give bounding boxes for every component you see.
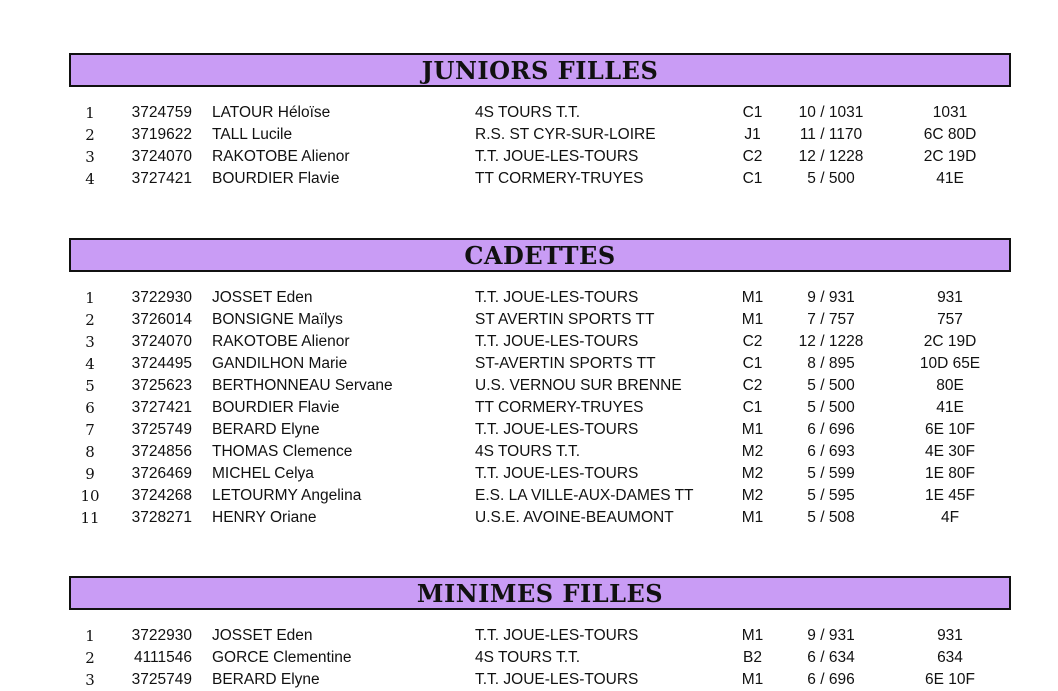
points: 80E	[936, 377, 964, 394]
player-name: HENRY Oriane	[212, 509, 317, 526]
category: C1	[742, 170, 763, 187]
table-row	[0, 441, 1058, 463]
category: C2	[742, 333, 763, 350]
points: 1E 80F	[925, 465, 975, 482]
license-number: 3727421	[131, 170, 192, 187]
participation: 10 / 1031	[798, 104, 864, 121]
table-row	[0, 287, 1058, 309]
table-row	[0, 331, 1058, 353]
license-number: 3728271	[131, 509, 192, 526]
section-header-cadettes	[69, 238, 1011, 272]
table-row	[0, 647, 1058, 669]
table-row	[0, 309, 1058, 331]
rank: 4	[85, 355, 95, 373]
category: M2	[741, 487, 764, 504]
participation: 5 / 595	[807, 487, 855, 504]
license-number: 3722930	[131, 289, 192, 306]
license-number: 3724495	[131, 355, 192, 372]
club-name: 4S TOURS T.T.	[475, 649, 581, 666]
player-name: BONSIGNE Maïlys	[212, 311, 343, 328]
participation: 6 / 696	[807, 671, 855, 688]
section-header-minimes-filles	[69, 576, 1011, 610]
rank: 3	[85, 333, 95, 351]
rank: 5	[85, 377, 95, 395]
player-name: THOMAS Clemence	[212, 443, 353, 460]
rank: 3	[85, 148, 95, 166]
rank: 2	[85, 126, 95, 144]
rank: 2	[85, 311, 95, 329]
club-name: ST AVERTIN SPORTS TT	[475, 311, 655, 328]
section-title: JUNIORS FILLES	[421, 55, 659, 85]
club-name: E.S. LA VILLE-AUX-DAMES TT	[475, 487, 694, 504]
rank: 6	[85, 399, 95, 417]
license-number: 3724759	[131, 104, 192, 121]
player-name: MICHEL Celya	[212, 465, 314, 482]
table-row	[0, 146, 1058, 168]
license-number: 3722930	[131, 627, 192, 644]
points: 4F	[940, 509, 960, 526]
rank: 8	[85, 443, 95, 461]
rank: 9	[85, 465, 95, 483]
points: 6C 80D	[923, 126, 977, 143]
player-name: GORCE Clementine	[212, 649, 352, 666]
table-row	[0, 124, 1058, 146]
table-row	[0, 375, 1058, 397]
rank: 3	[85, 671, 95, 689]
player-name: JOSSET Eden	[212, 627, 313, 644]
category: C1	[742, 355, 763, 372]
table-row	[0, 397, 1058, 419]
rank: 1	[85, 104, 95, 122]
player-name: LETOURMY Angelina	[212, 487, 362, 504]
participation: 12 / 1228	[798, 333, 864, 350]
club-name: U.S. VERNOU SUR BRENNE	[475, 377, 682, 394]
category: B2	[743, 649, 762, 666]
license-number: 3726469	[131, 465, 192, 482]
participation: 9 / 931	[807, 289, 855, 306]
club-name: T.T. JOUE-LES-TOURS	[475, 421, 639, 438]
category: M1	[741, 627, 764, 644]
points: 1E 45F	[925, 487, 975, 504]
rank: 11	[80, 509, 100, 527]
license-number: 3725749	[131, 671, 192, 688]
club-name: 4S TOURS T.T.	[475, 443, 581, 460]
player-name: LATOUR Héloïse	[212, 104, 331, 121]
player-name: TALL Lucile	[212, 126, 293, 143]
category: M1	[741, 289, 764, 306]
category: C2	[742, 377, 763, 394]
points: 931	[937, 627, 963, 644]
player-name: GANDILHON Marie	[212, 355, 348, 372]
table-row	[0, 625, 1058, 647]
participation: 6 / 634	[807, 649, 855, 666]
participation: 9 / 931	[807, 627, 855, 644]
table-row	[0, 353, 1058, 375]
player-name: RAKOTOBE Alienor	[212, 333, 350, 350]
club-name: T.T. JOUE-LES-TOURS	[475, 671, 639, 688]
section-header-juniors-filles	[69, 53, 1011, 87]
participation: 5 / 500	[807, 377, 855, 394]
rank: 1	[85, 289, 95, 307]
club-name: T.T. JOUE-LES-TOURS	[475, 333, 639, 350]
participation: 6 / 696	[807, 421, 855, 438]
points: 41E	[936, 170, 964, 187]
points: 2C 19D	[923, 333, 977, 350]
club-name: T.T. JOUE-LES-TOURS	[475, 289, 639, 306]
participation: 6 / 693	[807, 443, 855, 460]
player-name: RAKOTOBE Alienor	[212, 148, 350, 165]
player-name: JOSSET Eden	[212, 289, 313, 306]
table-row	[0, 419, 1058, 441]
category: C1	[742, 399, 763, 416]
category: C2	[742, 148, 763, 165]
license-number: 4111546	[133, 649, 192, 666]
player-name: BERTHONNEAU Servane	[212, 377, 393, 394]
club-name: TT CORMERY-TRUYES	[475, 399, 644, 416]
table-row	[0, 463, 1058, 485]
table-row	[0, 669, 1058, 691]
points: 10D 65E	[919, 355, 981, 372]
club-name: T.T. JOUE-LES-TOURS	[475, 627, 639, 644]
license-number: 3724268	[131, 487, 192, 504]
club-name: ST-AVERTIN SPORTS TT	[475, 355, 656, 372]
table-row	[0, 168, 1058, 190]
license-number: 3719622	[131, 126, 192, 143]
club-name: U.S.E. AVOINE-BEAUMONT	[475, 509, 674, 526]
participation: 5 / 508	[807, 509, 855, 526]
participation: 8 / 895	[807, 355, 855, 372]
club-name: 4S TOURS T.T.	[475, 104, 581, 121]
rank: 1	[85, 627, 95, 645]
category: M1	[741, 421, 764, 438]
participation: 11 / 1170	[799, 126, 863, 143]
participation: 5 / 599	[807, 465, 855, 482]
rank: 4	[85, 170, 95, 188]
category: J1	[744, 126, 761, 143]
license-number: 3724070	[131, 148, 192, 165]
points: 41E	[936, 399, 964, 416]
license-number: 3724856	[131, 443, 192, 460]
table-row	[0, 485, 1058, 507]
section-title: MINIMES FILLES	[416, 578, 664, 608]
participation: 5 / 500	[807, 170, 855, 187]
participation: 7 / 757	[807, 311, 855, 328]
license-number: 3725749	[131, 421, 192, 438]
player-name: BERARD Elyne	[212, 671, 320, 688]
rank: 7	[85, 421, 95, 439]
club-name: R.S. ST CYR-SUR-LOIRE	[475, 126, 656, 143]
points: 757	[937, 311, 963, 328]
participation: 12 / 1228	[798, 148, 864, 165]
club-name: T.T. JOUE-LES-TOURS	[475, 465, 639, 482]
table-row	[0, 507, 1058, 529]
points: 931	[937, 289, 963, 306]
player-name: BOURDIER Flavie	[212, 399, 340, 416]
points: 6E 10F	[925, 421, 975, 438]
player-name: BOURDIER Flavie	[212, 170, 340, 187]
points: 2C 19D	[923, 148, 977, 165]
points: 6E 10F	[925, 671, 975, 688]
license-number: 3726014	[131, 311, 192, 328]
license-number: 3725623	[131, 377, 192, 394]
participation: 5 / 500	[807, 399, 855, 416]
club-name: TT CORMERY-TRUYES	[475, 170, 644, 187]
category: M2	[741, 443, 764, 460]
category: M2	[741, 465, 764, 482]
license-number: 3727421	[131, 399, 192, 416]
category: C1	[742, 104, 763, 121]
rank: 2	[85, 649, 95, 667]
section-title: CADETTES	[464, 240, 616, 270]
category: M1	[741, 671, 764, 688]
category: M1	[741, 311, 764, 328]
category: M1	[741, 509, 764, 526]
table-row	[0, 102, 1058, 124]
points: 4E 30F	[925, 443, 975, 460]
points: 634	[937, 649, 963, 666]
player-name: BERARD Elyne	[212, 421, 320, 438]
points: 1031	[932, 104, 968, 121]
club-name: T.T. JOUE-LES-TOURS	[475, 148, 639, 165]
rank: 10	[80, 487, 100, 505]
license-number: 3724070	[131, 333, 192, 350]
